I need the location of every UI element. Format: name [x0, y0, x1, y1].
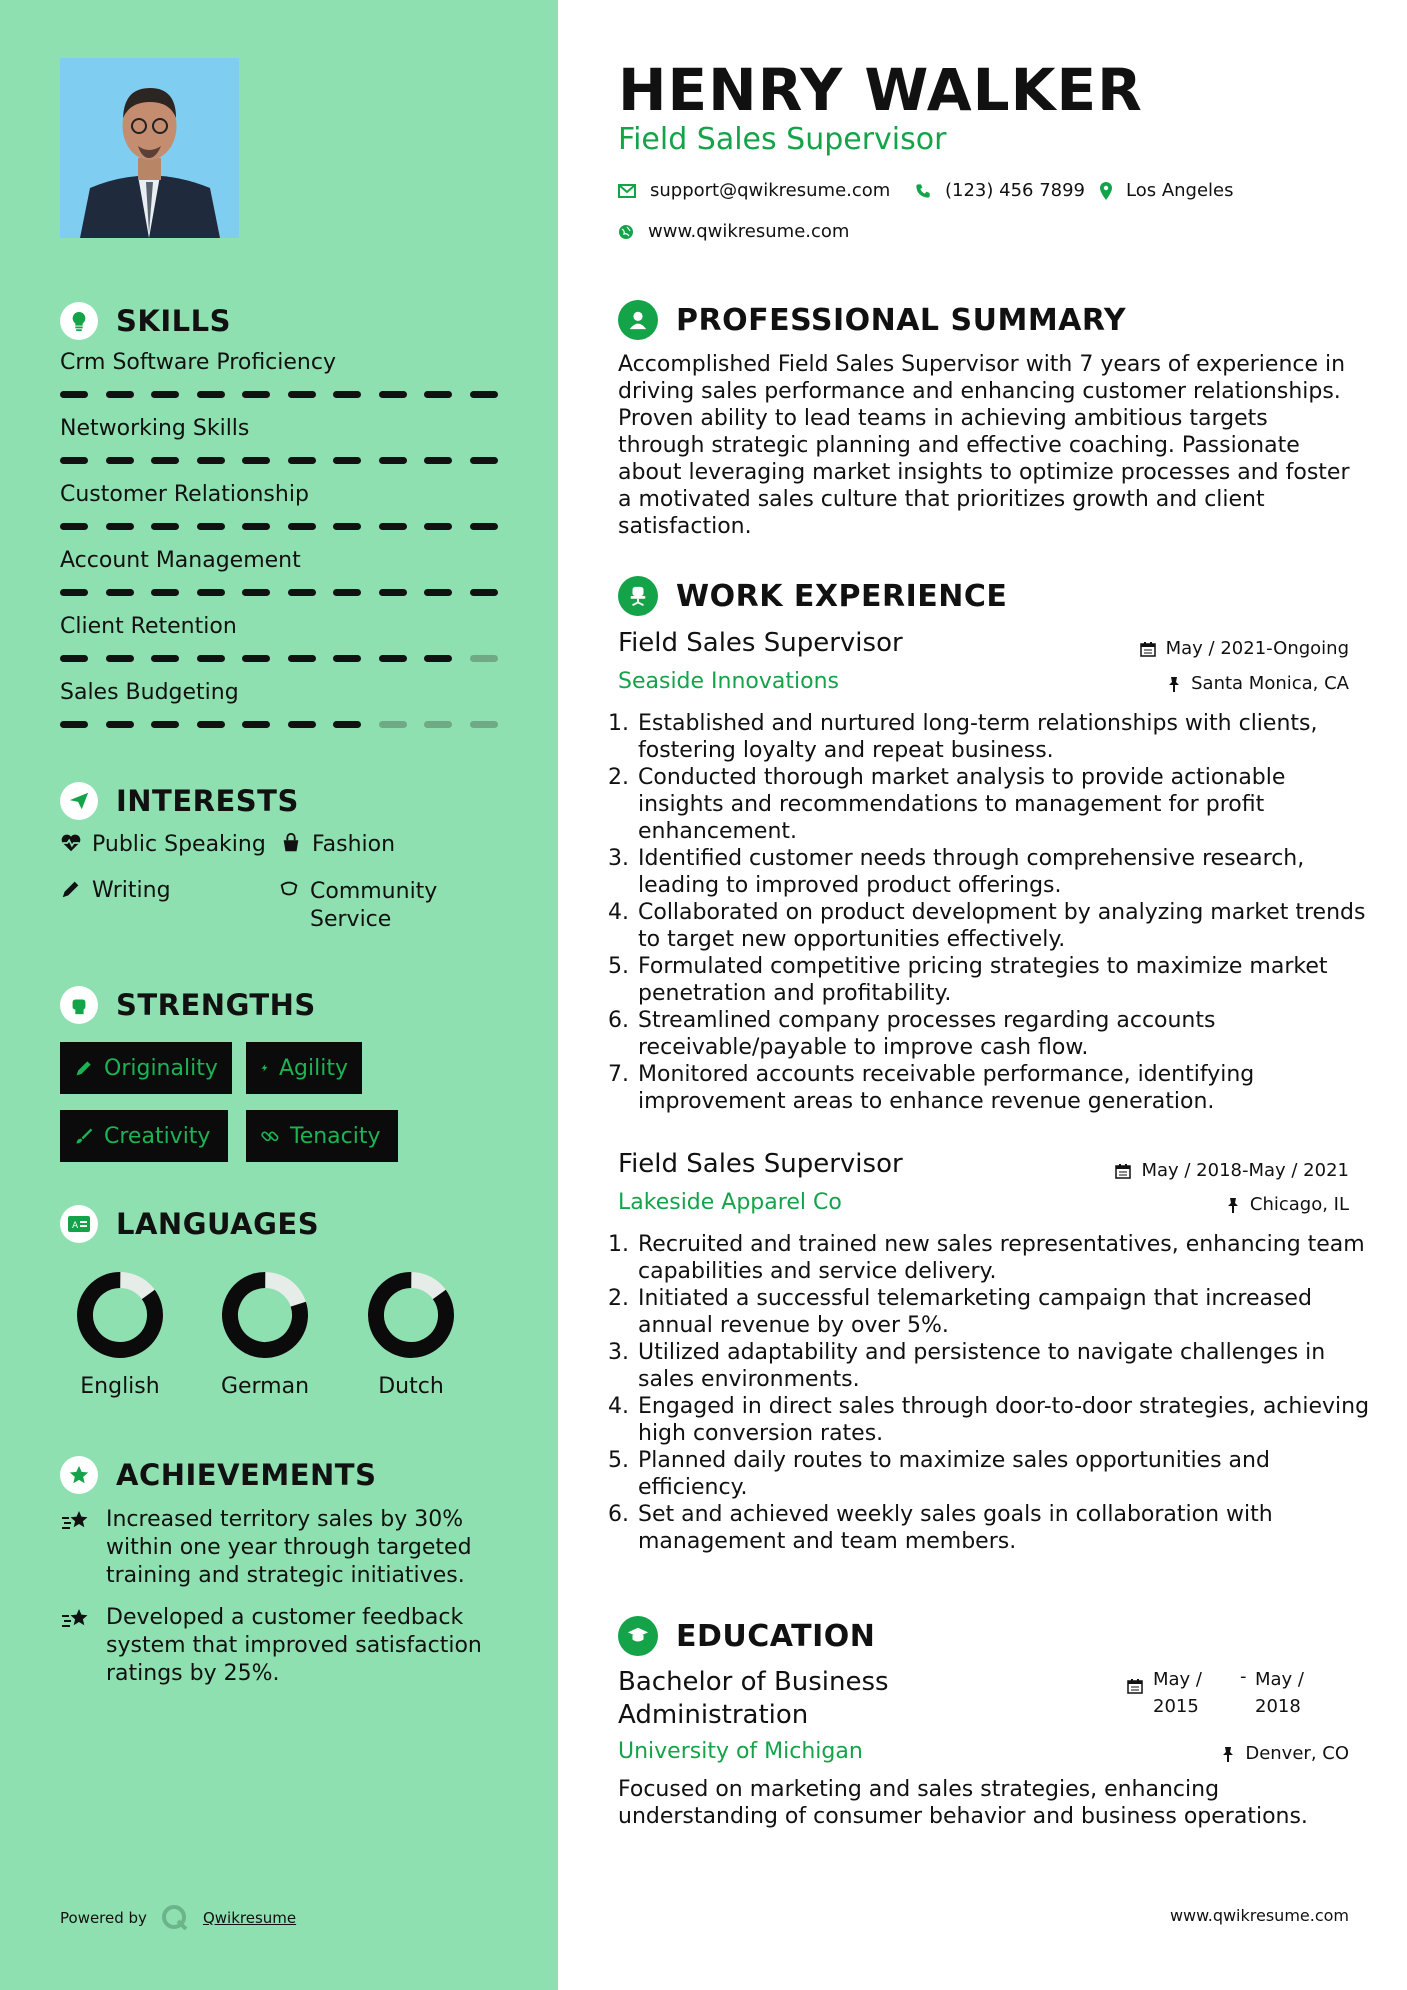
language-icon: [60, 1205, 98, 1243]
skill-dash-filled: [106, 391, 134, 398]
education-start-date: May / 2015: [1153, 1669, 1202, 1717]
skill-dash-filled: [60, 721, 88, 728]
skill-meter: [60, 589, 498, 596]
heartbeat-icon: [60, 832, 82, 854]
skill-label: Customer Relationship: [60, 482, 309, 507]
list-item: 5. Formulated competitive pricing strategies to maximize market penetration and profitability.: [636, 953, 1376, 1007]
skill-dash-filled: [379, 589, 407, 596]
skill-dash-filled: [60, 457, 88, 464]
skill-dash-filled: [151, 589, 179, 596]
strength-tag: Originality: [60, 1042, 232, 1094]
job-dates: May / 2018-May / 2021: [1115, 1160, 1349, 1181]
skill-dash-filled: [197, 523, 225, 530]
skill-dash-filled: [242, 589, 270, 596]
skill-dash-filled: [379, 523, 407, 530]
skill-dash-filled: [151, 655, 179, 662]
skill-dash-filled: [242, 391, 270, 398]
strength-tag: Agility: [246, 1042, 362, 1094]
skill-meter: [60, 391, 498, 398]
skill-label: Networking Skills: [60, 416, 250, 441]
website-contact[interactable]: www.qwikresume.com: [618, 221, 849, 242]
calendar-icon: [1140, 641, 1156, 657]
skill-dash-filled: [60, 523, 88, 530]
school-name: University of Michigan: [618, 1739, 863, 1764]
language-donut: [366, 1270, 456, 1360]
skill-label: Client Retention: [60, 614, 237, 639]
sidebar: [0, 0, 558, 1990]
phone-icon: [915, 183, 931, 199]
skill-dash-filled: [106, 655, 134, 662]
strength-tag: Tenacity: [246, 1110, 398, 1162]
experience-heading: WORK EXPERIENCE: [618, 576, 1007, 616]
map-pin-icon: [1100, 182, 1112, 200]
skill-dash-filled: [106, 523, 134, 530]
skills-heading: SKILLS: [60, 302, 231, 340]
skill-dash-filled: [470, 457, 498, 464]
donut-fill: [221, 1271, 309, 1359]
graduation-icon: [618, 1616, 658, 1656]
svg-text:A: A: [72, 1221, 79, 1231]
languages-heading: A LANGUAGES: [60, 1205, 319, 1243]
skill-dash-filled: [379, 457, 407, 464]
qwikresume-logo-icon: [161, 1904, 189, 1932]
skill-dash-filled: [288, 391, 316, 398]
office-chair-icon: [618, 576, 658, 616]
skill-dash-filled: [60, 589, 88, 596]
skill-dash-filled: [333, 457, 361, 464]
skill-dash-filled: [333, 523, 361, 530]
skill-dash-filled: [333, 391, 361, 398]
skill-meter: [60, 721, 498, 728]
skill-dash-filled: [470, 589, 498, 596]
list-item: 6. Streamlined company processes regarding accounts receivable/payable to improve cash flow.: [636, 1007, 1376, 1061]
job-dates: May / 2021-Ongoing: [1140, 638, 1349, 659]
candidate-role: Field Sales Supervisor: [618, 122, 947, 157]
list-item: 5. Planned daily routes to maximize sales opportunities and efficiency.: [636, 1447, 1376, 1501]
job-location: Chicago, IL: [1226, 1194, 1349, 1215]
skill-meter: [60, 457, 498, 464]
pushpin-icon: [1167, 676, 1181, 692]
list-item: 1. Established and nurtured long-term relationships with clients, fostering loyalty and repeat business.: [636, 710, 1376, 764]
skill-dash-filled: [379, 655, 407, 662]
education-heading: EDUCATION: [618, 1616, 875, 1656]
skill-dash-filled: [242, 721, 270, 728]
interest-item: Community Service: [278, 878, 478, 934]
donut-fill: [366, 1270, 456, 1360]
skill-dash-filled: [60, 391, 88, 398]
candidate-name: HENRY WALKER: [618, 56, 1143, 124]
powered-by: Powered by Qwikresume: [60, 1904, 296, 1932]
job-title: Field Sales Supervisor: [618, 1149, 903, 1179]
list-item: 6. Set and achieved weekly sales goals in collaboration with management and team members.: [636, 1501, 1376, 1555]
paper-plane-icon: [60, 782, 98, 820]
degree-title: Bachelor of Business Administration: [618, 1667, 889, 1730]
skill-label: Crm Software Proficiency: [60, 350, 336, 375]
skill-dash-empty: [424, 721, 452, 728]
skill-dash-filled: [424, 589, 452, 596]
summary-text: Accomplished Field Sales Supervisor with 7 years of experience in driving sales performance and enhancing customer relationships. Proven ability to lead teams in achieving ambitious targets through strategic planning and effective coaching. Passionate about leveraging market insights to optimize processes and foster a motivated sales culture that prioritizes growth and client satisfaction.: [618, 352, 1350, 539]
donut-fill: [75, 1270, 165, 1360]
achievements-heading: ACHIEVEMENTS: [60, 1456, 376, 1494]
skill-dash-filled: [151, 721, 179, 728]
job-bullets: [614, 710, 1376, 1115]
skill-dash-filled: [288, 523, 316, 530]
skill-dash-filled: [288, 655, 316, 662]
education-end-date: May / 2018: [1255, 1669, 1304, 1717]
skill-dash-filled: [379, 391, 407, 398]
interest-item: Writing: [60, 878, 171, 903]
skill-label: Account Management: [60, 548, 301, 573]
skill-dash-filled: [424, 523, 452, 530]
skill-dash-filled: [333, 655, 361, 662]
achievement-item: Increased territory sales by 30% within one year through targeted training and strategic initiatives.: [60, 1506, 500, 1590]
language-item: English: [55, 1270, 185, 1399]
language-donut: [75, 1270, 165, 1360]
skill-dash-filled: [288, 721, 316, 728]
job-title: Field Sales Supervisor: [618, 628, 903, 658]
globe-icon: [618, 224, 634, 240]
pushpin-icon: [1226, 1197, 1240, 1213]
profile-photo: [60, 58, 239, 238]
company-name: Lakeside Apparel Co: [618, 1190, 842, 1215]
skill-dash-filled: [288, 457, 316, 464]
skill-dash-filled: [288, 589, 316, 596]
pushpin-icon: [1221, 1746, 1235, 1762]
star-badge-icon: [60, 1456, 98, 1494]
date-separator: -: [1240, 1666, 1247, 1687]
list-item: 3. Utilized adaptability and persistence to navigate challenges in sales environments.: [636, 1339, 1376, 1393]
language-donut: [220, 1270, 310, 1360]
skill-dash-filled: [333, 721, 361, 728]
calendar-icon: [1127, 1678, 1143, 1698]
skill-dash-filled: [197, 721, 225, 728]
user-icon: [618, 300, 658, 340]
skill-dash-filled: [470, 523, 498, 530]
handshake-icon: [278, 878, 300, 900]
phone-contact[interactable]: (123) 456 7899: [915, 180, 1085, 201]
shooting-star-icon: [60, 1606, 92, 1688]
company-name: Seaside Innovations: [618, 669, 839, 694]
skill-dash-filled: [242, 523, 270, 530]
pencil-icon: [74, 1058, 94, 1078]
interests-heading: INTERESTS: [60, 782, 299, 820]
envelope-icon: [618, 184, 636, 198]
summary-heading: PROFESSIONAL SUMMARY: [618, 300, 1126, 340]
shopping-bag-icon: [280, 832, 302, 854]
skill-dash-filled: [60, 655, 88, 662]
brush-icon: [74, 1126, 94, 1146]
education-text: Focused on marketing and sales strategies, enhancing understanding of consumer behavior and business operations.: [618, 1777, 1308, 1829]
skill-label: Sales Budgeting: [60, 680, 239, 705]
job-location: Santa Monica, CA: [1167, 673, 1349, 694]
skill-dash-filled: [424, 655, 452, 662]
skill-meter: [60, 655, 498, 662]
skill-dash-filled: [242, 457, 270, 464]
list-item: 3. Identified customer needs through comprehensive research, leading to improved product offerings.: [636, 845, 1376, 899]
skill-dash-empty: [379, 721, 407, 728]
strengths-heading: STRENGTHS: [60, 986, 316, 1024]
list-item: 4. Collaborated on product development by analyzing market trends to target new opportunities effectively.: [636, 899, 1376, 953]
skill-dash-empty: [470, 721, 498, 728]
skill-dash-filled: [242, 655, 270, 662]
skill-dash-filled: [106, 589, 134, 596]
list-item: 4. Engaged in direct sales through door-to-door strategies, achieving high conversion rates.: [636, 1393, 1376, 1447]
list-item: 7. Monitored accounts receivable performance, identifying improvement areas to enhance revenue generation.: [636, 1061, 1376, 1115]
strength-tag: Creativity: [60, 1110, 228, 1162]
interest-item: Fashion: [280, 832, 395, 857]
skill-dash-filled: [197, 589, 225, 596]
job-bullets: [614, 1231, 1376, 1555]
language-item: German: [200, 1270, 330, 1399]
list-item: 2. Initiated a successful telemarketing campaign that increased annual revenue by over 5%.: [636, 1285, 1376, 1339]
lightbulb-icon: [60, 302, 98, 340]
skill-dash-filled: [106, 721, 134, 728]
skill-meter: [60, 523, 498, 530]
skill-dash-filled: [333, 589, 361, 596]
language-item: Dutch: [346, 1270, 476, 1399]
skill-dash-filled: [151, 457, 179, 464]
footer-url[interactable]: www.qwikresume.com: [1169, 1906, 1349, 1925]
skill-dash-filled: [197, 457, 225, 464]
skill-dash-filled: [470, 391, 498, 398]
education-location: Denver, CO: [1221, 1743, 1349, 1764]
bolt-icon: [260, 1058, 269, 1078]
skill-dash-filled: [151, 523, 179, 530]
pencil-icon: [60, 878, 82, 900]
achievement-item: Developed a customer feedback system that improved satisfaction ratings by 25%.: [60, 1604, 500, 1688]
skill-dash-filled: [197, 391, 225, 398]
list-item: 1. Recruited and trained new sales representatives, enhancing team capabilities and service delivery.: [636, 1231, 1376, 1285]
skill-dash-filled: [424, 457, 452, 464]
email-contact[interactable]: support@qwikresume.com: [618, 180, 890, 201]
skill-dash-filled: [151, 391, 179, 398]
skill-dash-filled: [424, 391, 452, 398]
list-item: 2. Conducted thorough market analysis to provide actionable insights and recommendations to management for profit enhancement.: [636, 764, 1376, 845]
location-contact: Los Angeles: [1100, 180, 1234, 201]
skill-dash-empty: [470, 655, 498, 662]
fist-icon: [60, 986, 98, 1024]
interest-item: Public Speaking: [60, 832, 266, 857]
calendar-icon: [1115, 1163, 1131, 1179]
link-icon: [260, 1126, 280, 1146]
shooting-star-icon: [60, 1508, 92, 1590]
skill-dash-filled: [106, 457, 134, 464]
skill-dash-filled: [197, 655, 225, 662]
brand-link[interactable]: Qwikresume: [202, 1909, 297, 1927]
